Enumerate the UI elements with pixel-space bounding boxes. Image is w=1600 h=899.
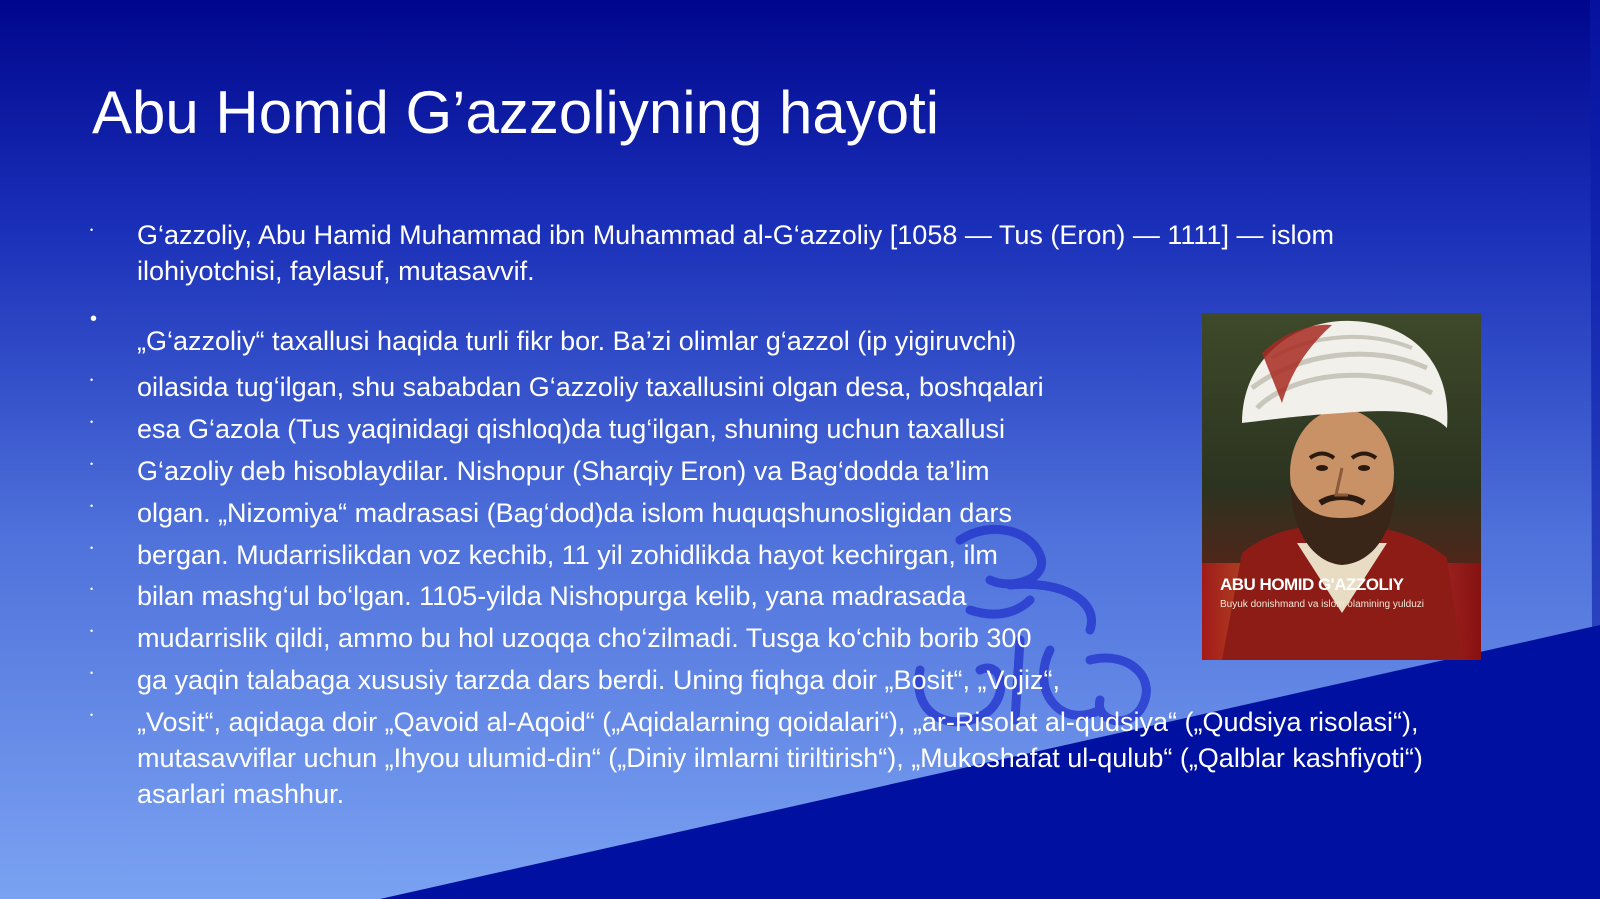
paragraph-10: ga yaqin talabaga xususiy tarzda dars berdi. Uning fiqhga doir „Bosit“, „Vojiz“, xyxy=(137,665,1060,695)
paragraph-2: „G‘azzoliy“ taxallusi haqida turli fikr bor. Ba’zi olimlar g‘azzol (ip yigiruvchi) xyxy=(137,326,1017,356)
bullet-1: • xyxy=(90,225,94,235)
slide-title: Abu Homid G’azzoliyning hayoti xyxy=(92,79,940,146)
paragraph-3: oilasida tug‘ilgan, shu sababdan G‘azzoliy taxallusini olgan desa, boshqalari xyxy=(137,372,1044,402)
paragraph-7: bergan. Mudarrislikdan voz kechib, 11 yil zohidlikda hayot kechirgan, ilm xyxy=(137,540,998,570)
bullet-6: • xyxy=(90,501,94,511)
bullet-10: • xyxy=(90,668,94,678)
bullet-11: • xyxy=(90,710,94,720)
bullet-2: • xyxy=(90,308,98,330)
paragraph-11: „Vosit“, aqidaga doir „Qavoid al-Aqoid“ („Aqidalarning qoidalari“), „ar-Risolat al-qudsiya“ („Qudsiya risolasi“), mutasavviflar uchun „Ihyou ulumid-din“ („Diniy ilmlarni tiriltirish“), „Mukoshafat ul-qulub“ („Qalblar kashfiyoti“) asarlari mashhur. xyxy=(137,707,1423,809)
bullet-5: • xyxy=(90,459,94,469)
paragraph-8: bilan mashg‘ul bo‘lgan. 1105-yilda Nishopurga kelib, yana madrasada xyxy=(137,581,967,611)
paragraph-9: mudarrislik qildi, ammo bu hol uzoqqa cho‘zilmadi. Tusga ko‘chib borib 300 xyxy=(137,623,1032,653)
bullet-7: • xyxy=(90,543,94,553)
bullet-3: • xyxy=(90,375,94,385)
paragraph-6: olgan. „Nizomiya“ madrasasi (Bag‘dod)da islom huquqshunosligidan dars xyxy=(137,498,1012,528)
paragraph-4: esa G‘azola (Tus yaqinidagi qishloq)da tug‘ilgan, shuning uchun taxallusi xyxy=(137,414,1006,444)
bullet-9: • xyxy=(90,626,94,636)
book-cover-subtitle: Buyuk donishmand va islom olamining yulduzi xyxy=(1220,599,1424,610)
paragraph-5: G‘azoliy deb hisoblaydilar. Nishopur (Sharqiy Eron) va Bag‘dodda ta’lim xyxy=(137,456,990,486)
book-cover-title: ABU HOMID G'AZZOLIY xyxy=(1220,575,1404,594)
bullet-8: • xyxy=(90,584,94,594)
bullet-4: • xyxy=(90,417,94,427)
book-cover-image xyxy=(1202,313,1481,660)
paragraph-1: G‘azzoliy, Abu Hamid Muhammad ibn Muhammad al-G‘azzoliy [1058 — Tus (Eron) — 1111] — islom ilohiyotchisi, faylasuf, mutasavvif. xyxy=(137,220,1334,286)
